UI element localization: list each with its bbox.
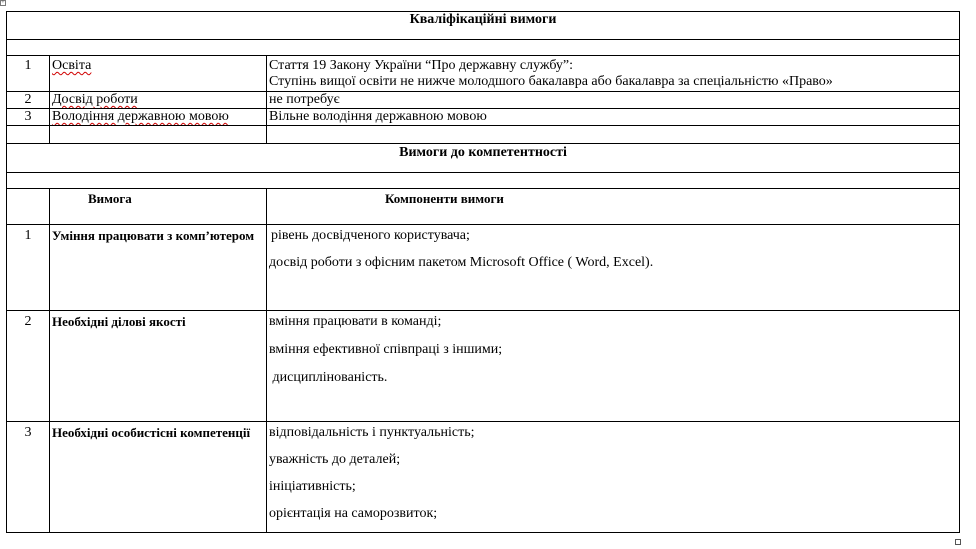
qualification-label-text: Досвід роботи: [52, 92, 138, 107]
empty-cell: [7, 173, 960, 189]
header-number-cell: [7, 189, 50, 225]
empty-row: [7, 173, 960, 189]
component-item: орієнтація на саморозвиток;: [269, 506, 438, 521]
qualification-title-text: Кваліфікаційні вимоги: [409, 12, 557, 27]
competence-requirement: Уміння працювати з комп’ютером: [50, 225, 267, 311]
qualification-label: [50, 56, 267, 92]
competence-requirement: Необхідні особистісні компетенції: [50, 422, 267, 533]
empty-cell: [267, 126, 960, 144]
table-move-handle-icon[interactable]: +: [1, 0, 5, 6]
requirements-table: [6, 11, 960, 533]
empty-row: [7, 40, 960, 56]
qualification-label-text: Володіння державною мовою: [52, 109, 229, 124]
row-number: 2: [7, 92, 50, 109]
component-item: досвід роботи з офісним пакетом Microsoft Office ( Word, Excel).: [269, 255, 654, 270]
table-row: [7, 225, 960, 311]
header-requirement: Вимога: [50, 189, 267, 225]
competence-components: [267, 225, 960, 311]
component-item: ініціативність;: [269, 479, 356, 494]
competence-title-text: Вимоги до компетентності: [399, 145, 567, 160]
qualification-value-line: Ступінь вищої освіти не нижче молодшого бакалавра або бакалавра за спеціальністю «Право»: [269, 74, 833, 89]
competence-header-row: [7, 189, 960, 225]
competence-components: [267, 422, 960, 533]
competence-components: [267, 311, 960, 422]
empty-cell: [7, 126, 50, 144]
qualification-value: [267, 56, 960, 92]
table-row: [7, 56, 960, 92]
component-item: уважність до деталей;: [269, 452, 401, 467]
row-number: 2: [7, 311, 50, 422]
empty-cell: [7, 40, 960, 56]
component-item: рівень досвідченого користувача;: [271, 228, 470, 243]
table-row: [7, 311, 960, 422]
row-number: 1: [7, 225, 50, 311]
qualification-value: не потребує: [267, 92, 960, 109]
competence-title: [7, 144, 960, 173]
section-title-row: [7, 12, 960, 40]
qualification-label: [50, 109, 267, 126]
table-row: [7, 109, 960, 126]
table-row: [7, 92, 960, 109]
section-title-row: [7, 144, 960, 173]
qualification-value: Вільне володіння державною мовою: [267, 109, 960, 126]
component-item: дисциплінованість.: [269, 370, 388, 385]
qualification-label-text: Освіта: [52, 58, 92, 73]
table-row: [7, 422, 960, 533]
component-item: вміння працювати в команді;: [269, 314, 442, 329]
row-number: 3: [7, 422, 50, 533]
qualification-value-line: Стаття 19 Закону України “Про державну службу”:: [269, 58, 574, 73]
component-item: вміння ефективної співпраці з іншими;: [269, 342, 503, 357]
qualification-label: [50, 92, 267, 109]
qualification-title: [7, 12, 960, 40]
table-resize-handle-icon[interactable]: [955, 539, 961, 545]
row-number: 1: [7, 56, 50, 92]
component-item: відповідальність і пунктуальність;: [269, 425, 475, 440]
header-components: Компоненти вимоги: [267, 189, 960, 225]
empty-row: [7, 126, 960, 144]
competence-requirement: Необхідні ділові якості: [50, 311, 267, 422]
row-number: 3: [7, 109, 50, 126]
empty-cell: [50, 126, 267, 144]
